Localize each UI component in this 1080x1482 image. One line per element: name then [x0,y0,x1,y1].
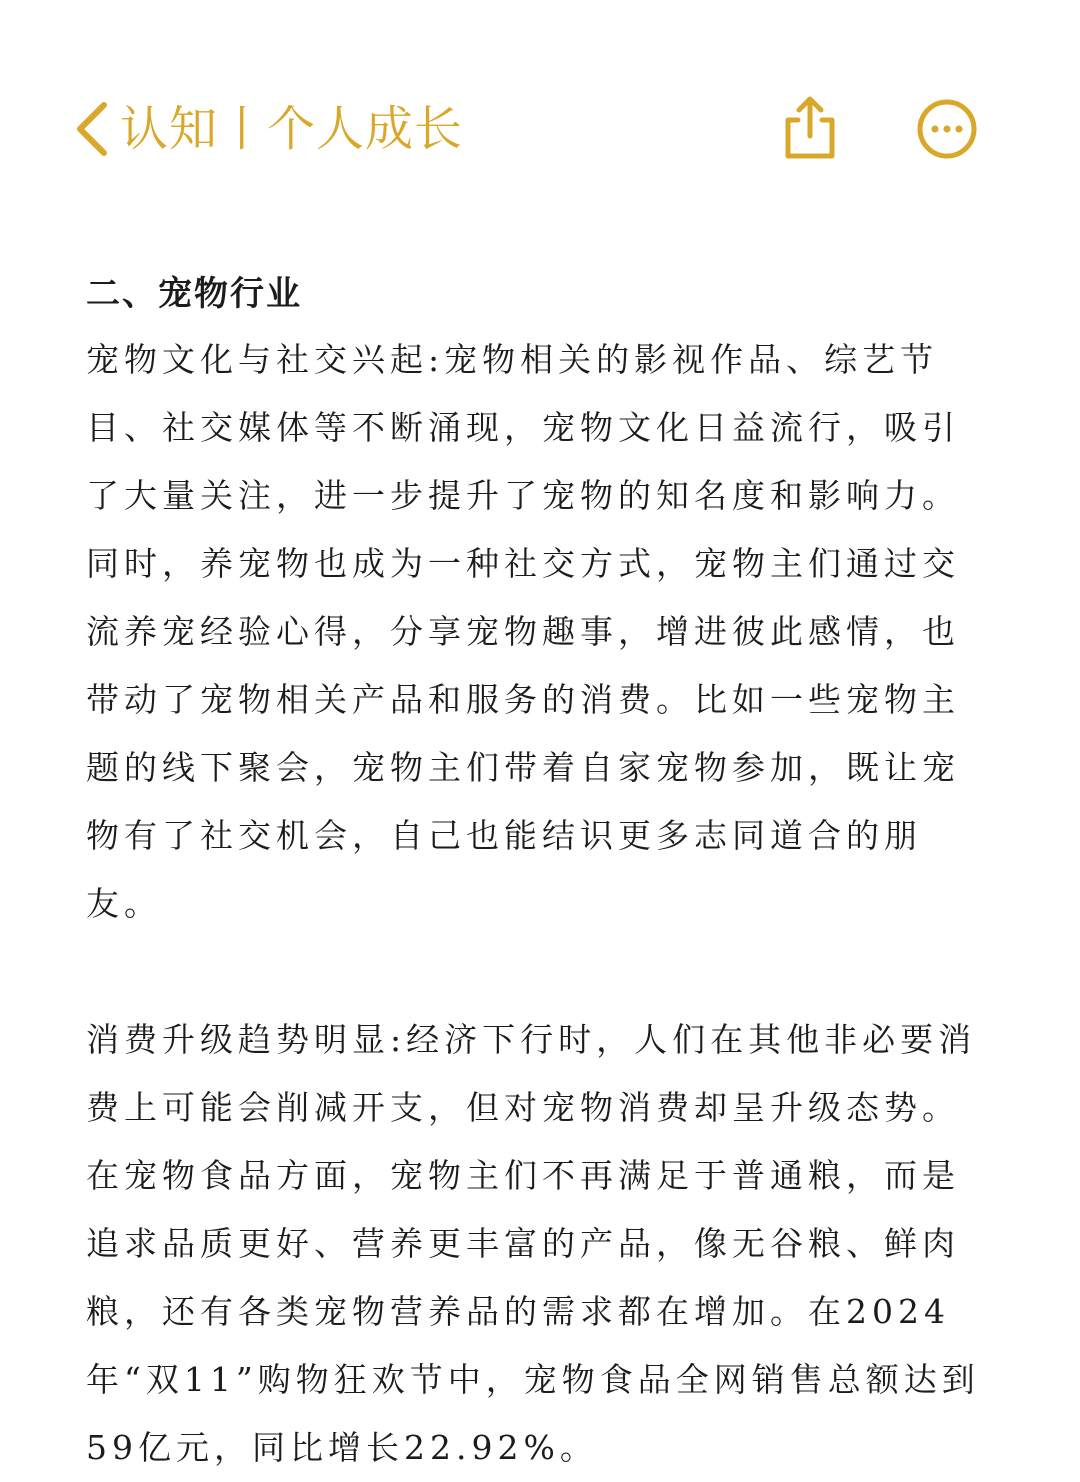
share-button[interactable] [780,94,840,160]
paragraph-consumption-upgrade: 消费升级趋势明显:经济下行时，人们在其他非必要消费上可能会削减开支，但对宠物消费却呈升级态势。 [86,1020,977,1127]
paragraph-pet-culture: 宠物文化与社交兴起:宠物相关的影视作品、综艺节目、社交媒体等不断涌现，宠物文化日益流行，吸引了大量关注，进一步提升了宠物的知名度和影响力。 [86,340,960,515]
page-title: 认知丨个人成长 [120,101,464,157]
more-button[interactable] [916,98,978,160]
navigation-bar [0,0,1080,220]
paragraph-social: 同时，养宠物也成为一种社交方式，宠物主们通过交流养宠经验心得，分享宠物趣事，增进彼此感情，也带动了宠物相关产品和服务的消费。比如一些宠物主题的线下聚会，宠物主们带着自家宠物参加，既让宠物有了社交机会，自己也能结识更多志同道合的朋友。 [86,544,960,923]
section-heading: 二、宠物行业 [86,274,302,314]
chevron-left-icon [72,99,112,159]
paragraph-spacer [86,938,996,1006]
article-content [86,262,996,1482]
share-icon [780,145,840,164]
more-icon [916,145,978,164]
back-button[interactable] [72,98,463,160]
paragraph-pet-food: 在宠物食品方面，宠物主们不再满足于普通粮，而是追求品质更好、营养更丰富的产品，像无谷粮、鲜肉粮，还有各类宠物营养品的需求都在增加。在2024年“双11”购物狂欢节中，宠物食品全网销售总额达到 59亿元，同比增长22.92%。 [86,1156,980,1467]
